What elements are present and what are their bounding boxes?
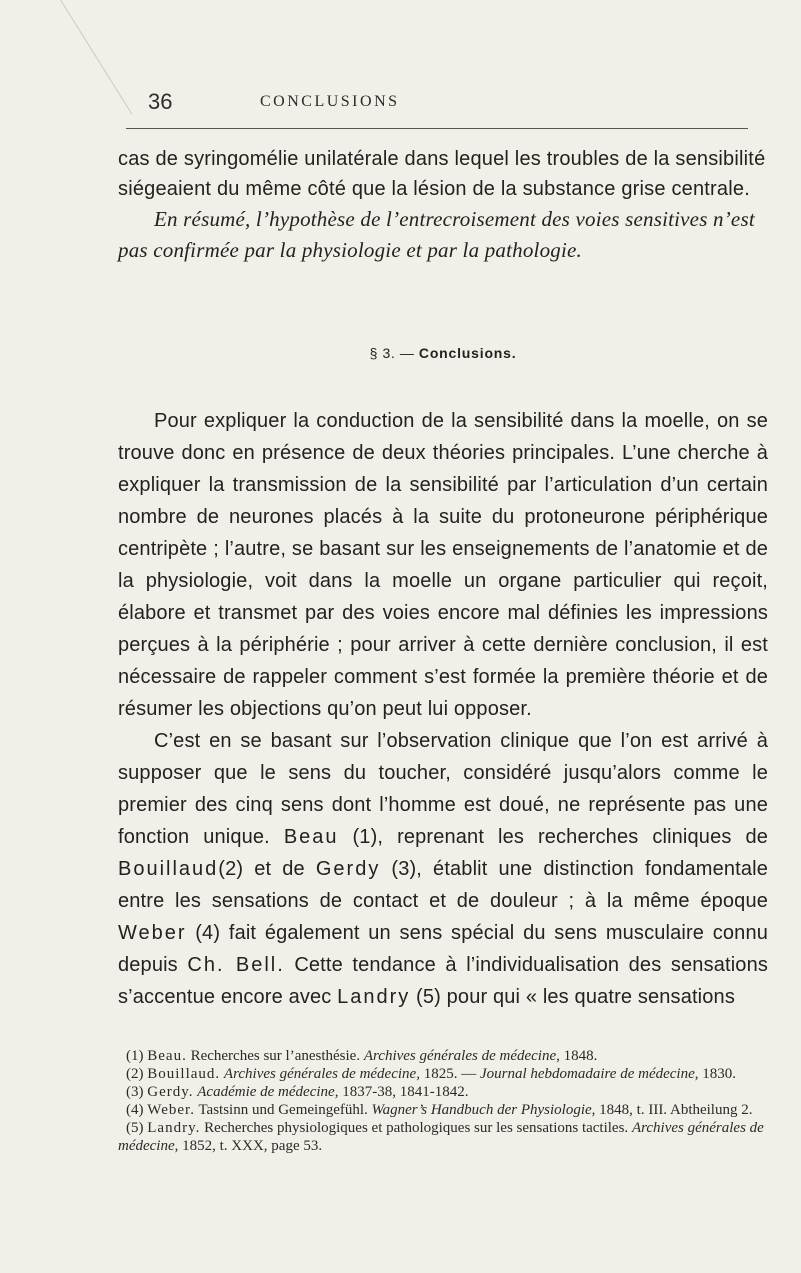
running-head: CONCLUSIONS	[260, 93, 400, 110]
body-paragraph-2-e: Cette tendance à l’individualisation des sensations s’accentue encore avec	[118, 954, 768, 1008]
ref-2: (2)	[218, 858, 244, 880]
footnote-4	[118, 1101, 768, 1119]
footnote-author: Landry.	[147, 1120, 201, 1136]
book-page	[118, 0, 768, 1273]
footnote-author: Weber.	[147, 1102, 195, 1118]
footnote-detail: 1848.	[563, 1048, 598, 1064]
header-rule	[126, 128, 748, 129]
footnote-source-2: Journal hebdomadaire de médecine,	[479, 1066, 699, 1082]
paragraph-continuation: cas de syringomélie unilatérale dans lequel les troubles de la sensibilité siégeaient du même côté que la lésion de la substance grise centrale.	[118, 148, 766, 200]
author-beau: Beau	[283, 826, 339, 848]
footnote-source: Archives générales de médecine,	[118, 1120, 764, 1154]
body-paragraph-2	[118, 725, 768, 1013]
footnote-author: Beau.	[147, 1048, 187, 1064]
footnotes	[118, 1047, 768, 1155]
footnote-source: Académie de médecine,	[197, 1084, 339, 1100]
footnote-detail: 1825. —	[423, 1066, 477, 1082]
summary-text: En résumé, l’hypothèse de l’entrecroisement des voies sensitives n’est pas confirmée par la physiologie et par la pathologie.	[118, 207, 755, 262]
author-bouillaud: Bouillaud	[118, 858, 219, 880]
ref-5: (5)	[416, 986, 441, 1008]
footnote-detail: 1852, t. XXX, page 53.	[182, 1138, 323, 1154]
footnote-text: Recherches sur l’anesthésie.	[190, 1048, 361, 1064]
ref-3: (3),	[391, 858, 422, 880]
ref-4: (4)	[195, 922, 221, 944]
section-number: § 3. —	[369, 345, 415, 361]
body-paragraph-2-a: C’est en se basant sur l’observation clinique que l’on est arrivé à supposer que le sens du toucher, considéré jusqu’alors comme le premier des cinq sens dont l’homme est doué, ne représente pas une fonction unique.	[118, 730, 768, 848]
footnote-marker: (2)	[126, 1066, 144, 1082]
author-landry: Landry	[337, 986, 411, 1008]
ref-1: (1),	[352, 826, 384, 848]
footnote-marker: (4)	[126, 1102, 144, 1118]
footnote-detail: 1848, t. III. Abtheilung 2.	[599, 1102, 753, 1118]
footnote-detail-2: 1830.	[702, 1066, 737, 1082]
footnote-3	[118, 1083, 768, 1101]
conjunction: et de	[254, 858, 305, 880]
footnote-source: Archives générales de médecine,	[363, 1048, 560, 1064]
body-paragraph-2-f: pour qui « les quatre sensations	[446, 986, 735, 1008]
footnote-1	[118, 1047, 768, 1065]
footnote-text: Tastsinn und Gemeingefühl.	[198, 1102, 368, 1118]
footnote-text: Recherches physiologiques et pathologiques sur les sensations tactiles.	[204, 1120, 629, 1136]
footnote-marker: (5)	[126, 1120, 144, 1136]
footnote-detail: 1837-38, 1841-1842.	[342, 1084, 469, 1100]
summary-paragraph	[118, 204, 768, 266]
body-text	[118, 405, 768, 1013]
footnote-5	[118, 1119, 768, 1155]
footnote-source: Archives générales de médecine,	[223, 1066, 420, 1082]
footnote-source: Wagner’s Handbuch der Physiologie,	[371, 1102, 596, 1118]
page-header	[148, 89, 748, 113]
page-number: 36	[148, 89, 173, 114]
footnote-2	[118, 1065, 768, 1083]
body-paragraph-1: Pour expliquer la conduction de la sensibilité dans la moelle, on se trouve donc en présence de deux théories principales. L’une cherche à expliquer la transmission de la sensibilité par l’articulation d’un certain nombre de neurones placés à la suite du protoneurone périphérique centripète ; l’autre, se basant sur les enseignements de l’anatomie et de la physiologie, voit dans la moelle un organe particulier qui reçoit, élabore et transmet par des voies encore mal définies les impressions perçues à la périphérie ; pour arriver à cette dernière conclusion, il est nécessaire de rappeler comment s’est formée la première théorie et de résumer les objections qu’on peut lui opposer.	[118, 410, 768, 720]
body-paragraph-2-b: reprenant les recherches cliniques de	[397, 826, 768, 848]
footnote-author: Bouillaud.	[147, 1066, 221, 1082]
author-bell: Ch. Bell.	[187, 954, 285, 976]
body-paragraph-2-d: fait également un sens spécial du sens musculaire connu depuis	[118, 922, 768, 976]
body-paragraph-2-c: établit une distinction fondamentale entre les sensations de contact et de douleur ; à la même époque	[118, 858, 768, 912]
author-weber: Weber	[118, 922, 187, 944]
footnote-marker: (3)	[126, 1084, 144, 1100]
footnote-marker: (1)	[126, 1048, 144, 1064]
footnote-author: Gerdy.	[147, 1084, 194, 1100]
section-heading	[118, 345, 768, 361]
section-title: Conclusions.	[418, 345, 517, 361]
author-gerdy: Gerdy	[315, 858, 381, 880]
